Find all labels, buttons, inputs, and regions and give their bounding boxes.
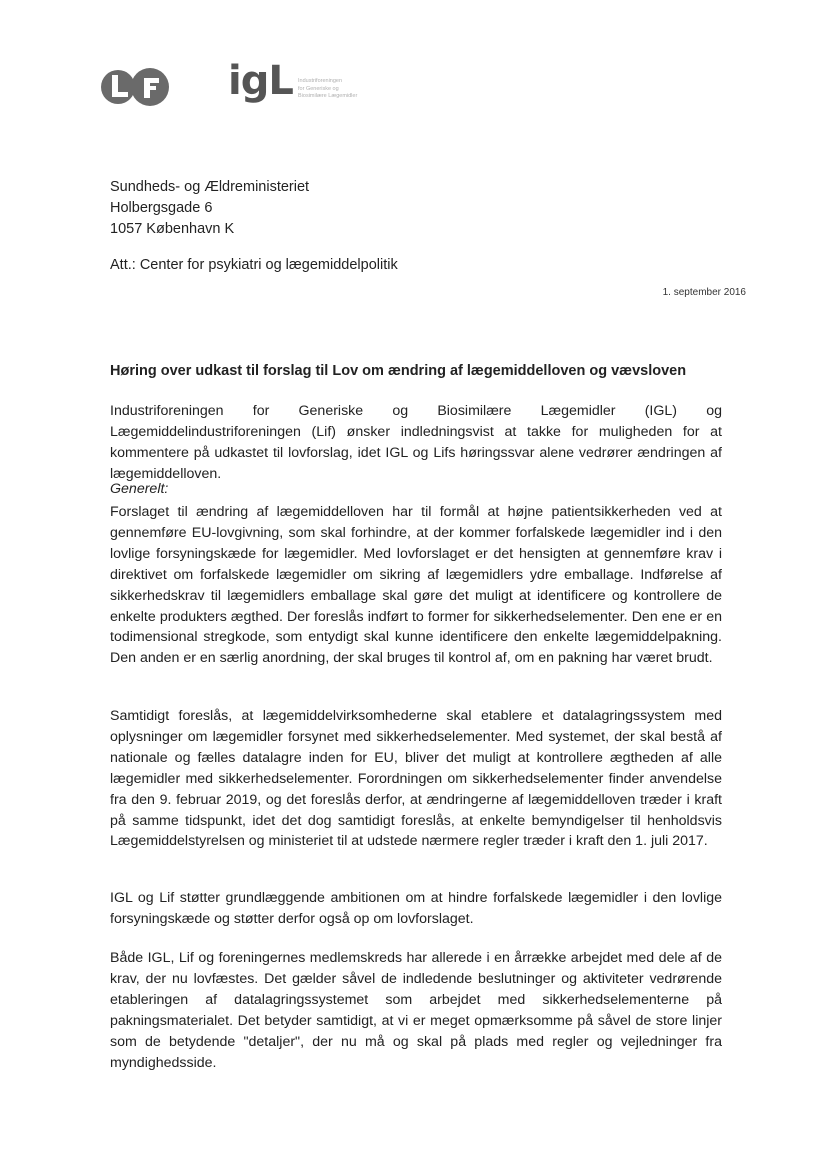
paragraph-work: Både IGL, Lif og foreningernes medlemskreds har allerede i en årrække arbejdet med dele af de krav, der nu lovfæstes. Det gælder såvel de indledende beslutninger og aktiviteter vedrørende etableringen af datalagringssystemet som arbejdet med sikkerhedselementerne på pakningsmaterialet. Det betyder samtidigt, at vi er meget opmærksomme på såvel de store linjer som de betydende "detaljer", der nu må og skal på plads med regler og vejledninger fra myndighedsside. xyxy=(110,950,722,1071)
paragraph-intro: Industriforeningen for Generiske og Biosimilære Lægemidler (IGL) og Lægemiddelindustriforeningen (Lif) ønsker indledningsvist at takke for muligheden for at kommentere på udkastet til lovforslag, idet IGL og Lifs høringssvar alene vedrører ændringen af lægemiddelloven. xyxy=(110,403,722,482)
address-line: 1057 København K xyxy=(110,221,235,237)
paragraph-datastorage: Samtidigt foreslås, at lægemiddelvirksomhederne skal etablere et datalagringssystem med oplysninger om lægemidler forsynet med sikkerhedselementer. Med systemet, der skal bestå af nationale og fælles datalagre inden for EU, bliver det muligt at kontrollere ægtheden af alle lægemidler med sikkerhedselementer. Forordningen om sikkerhedselementer finder anvendelse fra den 9. februar 2019, og det foreslås derfor, at ændringerne af lægemiddelloven træder i kraft på samme tidspunkt, idet det dog samtidigt foreslås, at enkelte bemyndigelser til henholdsvis Lægemiddelstyrelsen og ministeriet til at udstede nærmere regler træder i kraft den 1. juli 2017. xyxy=(110,708,722,850)
paragraph-support: IGL og Lif støtter grundlæggende ambitionen om at hindre forfalskede lægemidler i den lovlige forsyningskæde og støtter derfor også op om lovforslaget. xyxy=(110,890,722,927)
recipient-address xyxy=(110,177,309,240)
address-line: Sundheds- og Ældreministeriet xyxy=(110,179,310,195)
igl-logo-tagline: Industriforeningen for Generiske og Biosimilære Lægemidler xyxy=(298,78,358,99)
attention-line: Att.: Center for psykiatri og lægemiddelpolitik xyxy=(110,257,398,273)
lif-logo xyxy=(98,66,178,108)
letter-heading: Høring over udkast til forslag til Lov om ændring af lægemiddelloven og vævsloven xyxy=(110,363,687,379)
section-title-general: Generelt: xyxy=(110,481,169,497)
paragraph-general: Forslaget til ændring af lægemiddelloven har til formål at højne patientsikkerheden ved at gennemføre EU-lovgivning, som skal forhindre, at der kommer forfalskede lægemidler ind i den lovlige forsyningskæde for lægemidler. Med lovforslaget er det hensigten at gennemføre krav i direktivet om forfalskede lægemidler om sikring af lægemidlers ydre emballage. Indførelse af sikkerhedskrav til lægemidlers emballage skal gøre det muligt at identificere og kontrollere de enkelte produkters ægthed. Der foreslås indført to former for sikkerhedselementer. Den ene er en todimensional stregkode, som entydigt skal kunne identificere den enkelte lægemiddelpakning. Den anden er en særlig anordning, der skal bruges til kontrol af, om en pakning har været brudt. xyxy=(110,504,722,667)
igl-logo xyxy=(228,54,378,114)
igl-logo-wordmark: igL xyxy=(228,58,293,104)
letter-date: 1. september 2016 xyxy=(662,287,746,298)
address-line: Holbergsgade 6 xyxy=(110,200,213,216)
